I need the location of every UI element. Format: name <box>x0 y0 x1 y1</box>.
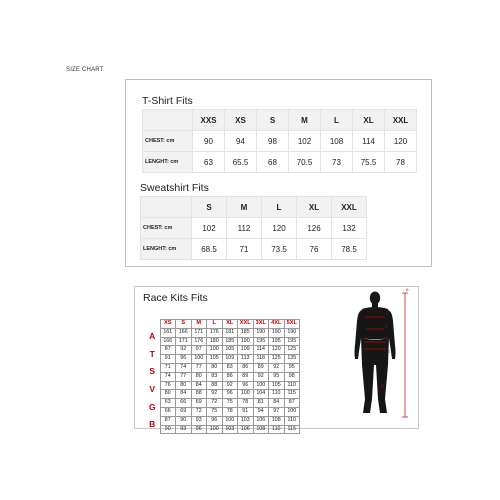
measurement-cell: 105 <box>207 355 223 364</box>
measurement-cell: 108 <box>269 416 285 425</box>
measurement-cell: 75.5 <box>353 152 385 173</box>
measurement-cell: 114 <box>353 131 385 152</box>
size-header: XXL <box>385 110 417 131</box>
row-label: LENGHT: cm <box>141 239 192 260</box>
measurement-cell: 66 <box>160 407 176 416</box>
measurement-cell: 76 <box>297 239 332 260</box>
measurement-cell: 87 <box>160 416 176 425</box>
measurement-cell: 68 <box>257 152 289 173</box>
row-label: LENGHT: cm <box>143 152 193 173</box>
table-row <box>145 416 300 425</box>
measurement-cell: 72 <box>207 399 223 408</box>
size-header: M <box>191 320 207 329</box>
tshirt-size-table <box>142 109 417 173</box>
table-row <box>145 346 300 355</box>
measurement-cell: 96 <box>176 355 192 364</box>
measurement-cell: 86 <box>238 363 254 372</box>
measurement-cell: 103 <box>238 416 254 425</box>
measurement-cell: 109 <box>238 346 254 355</box>
marker-label: V <box>387 338 390 342</box>
table-row <box>145 390 300 399</box>
table-row <box>145 328 300 337</box>
race-kits-panel <box>134 286 419 432</box>
size-header: XXL <box>332 197 367 218</box>
race-kits-title: Race Kits Fits <box>143 292 208 304</box>
measurement-cell: 69 <box>191 399 207 408</box>
measurement-cell: 74 <box>160 372 176 381</box>
measurement-cell: 180 <box>207 337 223 346</box>
measurement-cell: 73 <box>321 152 353 173</box>
measurement-cell: 96 <box>207 416 223 425</box>
measurement-cell: 132 <box>332 218 367 239</box>
measurement-cell: 190 <box>238 337 254 346</box>
measurement-cell: 118 <box>253 355 269 364</box>
measurement-cell: 75 <box>222 399 238 408</box>
apparel-fits-panel <box>125 79 432 267</box>
measurement-cell: 112 <box>227 218 262 239</box>
measurement-cell: 92 <box>176 346 192 355</box>
measurement-cell: 80 <box>160 390 176 399</box>
measurement-cell: 74 <box>176 363 192 372</box>
marker-label: T <box>386 313 389 317</box>
measurement-cell: 106 <box>253 416 269 425</box>
measurement-cell: 65.5 <box>225 152 257 173</box>
measurement-letter: S <box>149 366 156 377</box>
race-table-body <box>145 328 300 434</box>
measurement-cell: 120 <box>262 218 297 239</box>
measurement-cell: 78.5 <box>332 239 367 260</box>
size-header: XL <box>353 110 385 131</box>
measurement-cell: 176 <box>191 337 207 346</box>
size-header: XXL <box>238 320 254 329</box>
size-header: M <box>227 197 262 218</box>
measurement-cell: 98 <box>284 372 300 381</box>
race-header-row <box>145 320 300 329</box>
measurement-cell: 86 <box>222 372 238 381</box>
tshirt-header-row <box>143 110 417 131</box>
measurement-cell: 95 <box>269 372 285 381</box>
sweatshirt-header-row <box>141 197 367 218</box>
measurement-cell: 171 <box>176 337 192 346</box>
measurement-cell: 78 <box>238 399 254 408</box>
measurement-cell: 195 <box>284 337 300 346</box>
measurement-letter: B <box>149 419 156 430</box>
measurement-cell: 185 <box>238 328 254 337</box>
measurement-cell: 83 <box>207 372 223 381</box>
size-header: 3XL <box>253 320 269 329</box>
measurement-cell: 125 <box>269 355 285 364</box>
measurement-cell: 91 <box>160 355 176 364</box>
measurement-cell: 90 <box>193 131 225 152</box>
measurement-cell: 115 <box>284 390 300 399</box>
measurement-cell: 89 <box>238 372 254 381</box>
measurement-cell: 171 <box>191 328 207 337</box>
measurement-cell: 108 <box>321 131 353 152</box>
measurement-cell: 195 <box>269 337 285 346</box>
measurement-cell: 115 <box>284 425 300 434</box>
measurement-cell: 66 <box>176 399 192 408</box>
body-measurement-figure <box>353 287 419 428</box>
measurement-cell: 97 <box>269 407 285 416</box>
measurement-cell: 80 <box>191 372 207 381</box>
measurement-cell: 109 <box>222 355 238 364</box>
measurement-cell: 100 <box>207 346 223 355</box>
table-row <box>145 381 300 390</box>
size-chart-caption: SIZE CHART <box>66 67 104 73</box>
measurement-cell: 110 <box>269 425 285 434</box>
measurement-cell: 90 <box>160 425 176 434</box>
size-header: XL <box>222 320 238 329</box>
size-header: XS <box>225 110 257 131</box>
measurement-cell: 77 <box>176 372 192 381</box>
corner-cell <box>141 197 192 218</box>
table-row <box>141 218 367 239</box>
marker-label: G <box>387 350 390 354</box>
measurement-cell: 76 <box>160 381 176 390</box>
measurement-cell: 63 <box>160 399 176 408</box>
measurement-letter: V <box>149 383 156 394</box>
measurement-cell: 113 <box>238 355 254 364</box>
measurement-cell: 195 <box>253 337 269 346</box>
size-header: 4XL <box>269 320 285 329</box>
measurement-cell: 125 <box>284 346 300 355</box>
measurement-cell: 100 <box>238 390 254 399</box>
measurement-cell: 100 <box>222 416 238 425</box>
sweatshirt-fits-title: Sweatshirt Fits <box>140 182 209 194</box>
measurement-cell: 71 <box>227 239 262 260</box>
size-header: M <box>289 110 321 131</box>
measurement-cell: 87 <box>160 346 176 355</box>
table-row <box>145 337 300 346</box>
measurement-cell: 176 <box>207 328 223 337</box>
measurement-cell: 100 <box>284 407 300 416</box>
measurement-cell: 105 <box>222 346 238 355</box>
measurement-cell: 190 <box>253 328 269 337</box>
measurement-cell: 84 <box>176 390 192 399</box>
measurement-cell: 104 <box>253 390 269 399</box>
measurement-cell: 102 <box>192 218 227 239</box>
measurement-cell: 94 <box>225 131 257 152</box>
measurement-cell: 103 <box>222 425 238 434</box>
measurement-cell: 80 <box>176 381 192 390</box>
measurement-cell: 166 <box>160 337 176 346</box>
table-row <box>145 355 300 364</box>
measurement-cell: 97 <box>191 346 207 355</box>
size-header: 5XL <box>284 320 300 329</box>
measurement-cell: 106 <box>238 425 254 434</box>
measurement-cell: 96 <box>222 390 238 399</box>
measurement-cell: 98 <box>257 131 289 152</box>
size-header: L <box>262 197 297 218</box>
marker-label: S <box>385 325 388 329</box>
measurement-cell: 92 <box>207 390 223 399</box>
measurement-cell: 108 <box>253 425 269 434</box>
size-header: S <box>257 110 289 131</box>
measurement-cell: 135 <box>284 355 300 364</box>
table-row <box>145 407 300 416</box>
measurement-cell: 110 <box>284 416 300 425</box>
measurement-cell: 77 <box>191 363 207 372</box>
table-row <box>141 239 367 260</box>
measurement-cell: 105 <box>269 381 285 390</box>
measurement-cell: 94 <box>253 407 269 416</box>
table-row <box>143 152 417 173</box>
measurement-cell: 75 <box>207 407 223 416</box>
measurement-cell: 93 <box>191 416 207 425</box>
size-header: S <box>176 320 192 329</box>
table-row <box>143 131 417 152</box>
sweatshirt-size-table <box>140 196 367 260</box>
measurement-cell: 100 <box>207 425 223 434</box>
measurement-cell: 92 <box>253 372 269 381</box>
measurement-cell: 89 <box>253 363 269 372</box>
row-label: CHEST: cm <box>141 218 192 239</box>
measurement-cell: 84 <box>191 381 207 390</box>
measurement-cell: 84 <box>269 399 285 408</box>
size-header: L <box>207 320 223 329</box>
race-kits-size-table <box>145 319 300 434</box>
measurement-cell: 102 <box>289 131 321 152</box>
measurement-cell: 78 <box>222 407 238 416</box>
measurement-letter: T <box>149 348 155 359</box>
measurement-cell: 114 <box>253 346 269 355</box>
measurement-cell: 100 <box>191 355 207 364</box>
measurement-cell: 87 <box>284 399 300 408</box>
measurement-cell: 68.5 <box>192 239 227 260</box>
measurement-cell: 185 <box>222 337 238 346</box>
measurement-cell: 96 <box>238 381 254 390</box>
measurement-cell: 190 <box>269 328 285 337</box>
measurement-cell: 88 <box>207 381 223 390</box>
measurement-cell: 96 <box>191 425 207 434</box>
measurement-cell: 70.5 <box>289 152 321 173</box>
measurement-cell: 126 <box>297 218 332 239</box>
measurement-cell: 120 <box>385 131 417 152</box>
size-header: L <box>321 110 353 131</box>
measurement-cell: 83 <box>222 363 238 372</box>
measurement-cell: 110 <box>269 390 285 399</box>
measurement-letter: G <box>148 401 156 412</box>
measurement-cell: 190 <box>284 328 300 337</box>
measurement-cell: 63 <box>193 152 225 173</box>
measurement-cell: 92 <box>269 363 285 372</box>
size-header: XS <box>160 320 176 329</box>
measurement-cell: 78 <box>385 152 417 173</box>
measurement-cell: 72 <box>191 407 207 416</box>
measurement-cell: 71 <box>160 363 176 372</box>
size-header: XXS <box>193 110 225 131</box>
measurement-cell: 166 <box>176 328 192 337</box>
measurement-cell: 95 <box>284 363 300 372</box>
measurement-cell: 80 <box>207 363 223 372</box>
measurement-cell: 161 <box>160 328 176 337</box>
marker-label: B <box>381 384 384 388</box>
measurement-letter: A <box>149 331 156 342</box>
table-row <box>145 399 300 408</box>
size-header: S <box>192 197 227 218</box>
measurement-cell: 120 <box>269 346 285 355</box>
measurement-cell: 81 <box>253 399 269 408</box>
tshirt-fits-title: T-Shirt Fits <box>142 95 193 107</box>
measurement-cell: 90 <box>176 416 192 425</box>
measurement-cell: 88 <box>191 390 207 399</box>
measurement-cell: 100 <box>253 381 269 390</box>
table-row <box>145 425 300 434</box>
measurement-cell: 93 <box>176 425 192 434</box>
marker-label: A <box>406 288 409 292</box>
size-header: XL <box>297 197 332 218</box>
row-label: CHEST: cm <box>143 131 193 152</box>
corner-cell <box>145 320 160 329</box>
measurement-cell: 181 <box>222 328 238 337</box>
measurement-cell: 73.5 <box>262 239 297 260</box>
corner-cell <box>143 110 193 131</box>
measurement-cell: 92 <box>222 381 238 390</box>
table-row <box>145 372 300 381</box>
measurement-cell: 91 <box>238 407 254 416</box>
measurement-cell: 110 <box>284 381 300 390</box>
table-row <box>145 363 300 372</box>
measurement-cell: 69 <box>176 407 192 416</box>
